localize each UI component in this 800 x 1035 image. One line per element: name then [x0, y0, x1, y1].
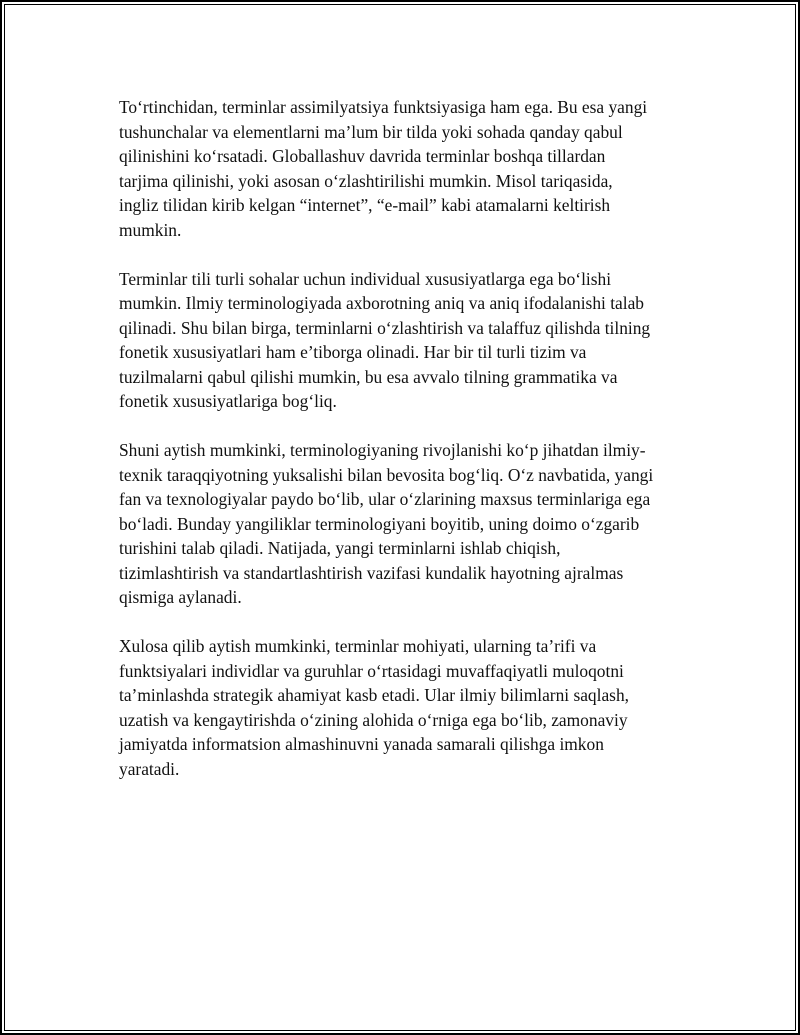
paragraph-field-features: Terminlar tili turli sohalar uchun individual xususiyatlarga ega bo‘lishi mumkin. Ilmiy terminologiyada axborotning aniq va aniq ifodalanishi talab qilinadi. Shu bilan birga, terminlarni o‘zlashtirish va talaffuz qilishda tilning fonetik xususiyatlari ham e’tiborga olinadi. Har bir til turli tizim va tuzilmalarni qabul qilishi mumkin, bu esa avvalo tilning grammatika va fonetik xususiyatlariga bog‘liq.: [119, 268, 651, 411]
paragraph-conclusion: Xulosa qilib aytish mumkinki, terminlar mohiyati, ularning ta’rifi va funktsiyalari individlar va guruhlar o‘rtasidagi muvaffaqiyatli muloqotni ta’minlashda strategik ahamiyat kasb etadi. Ular ilmiy bilimlarni saqlash, uzatish va kengaytirishda o‘zining alohida o‘rniga ega bo‘lib, zamonaviy jamiyatda informatsion almashinuvni yanada samarali qilishga imkon yaratadi.: [119, 636, 629, 779]
paragraph-assimilation: To‘rtinchidan, terminlar assimilyatsiya funktsiyasiga ham ega. Bu esa yangi tushunchalar va elementlarni ma’lum bir tilda yoki sohada qanday qabul qilinishini ko‘rsatadi. Globallashuv davrida terminlar boshqa tillardan tarjima qilinishi, yoki asosan o‘zlashtirilishi mumkin. Misol tariqasida, ingliz tilidan kirib kelgan “internet”, “e-mail” kabi atamalarni keltirish mumkin.: [119, 97, 648, 240]
paragraph-development: Shuni aytish mumkinki, terminologiyaning rivojlanishi ko‘p jihatdan ilmiy- texnik taraqqiyotning yuksalishi bilan bevosita bog‘liq. O‘z navbatida, yangi fan va texnologiyalar paydo bo‘lib, ular o‘zlarining maxsus terminlariga ega bo‘ladi. Bunday yangiliklar terminologiyani boyitib, uning doimo o‘zgarib turishini talab qiladi. Natijada, yangi terminlarni ishlab chiqish, tizimlashtirish va standartlashtirish vazifasi kundalik hayotning ajralmas qismiga aylanadi.: [119, 440, 654, 607]
document-body: [119, 95, 699, 806]
